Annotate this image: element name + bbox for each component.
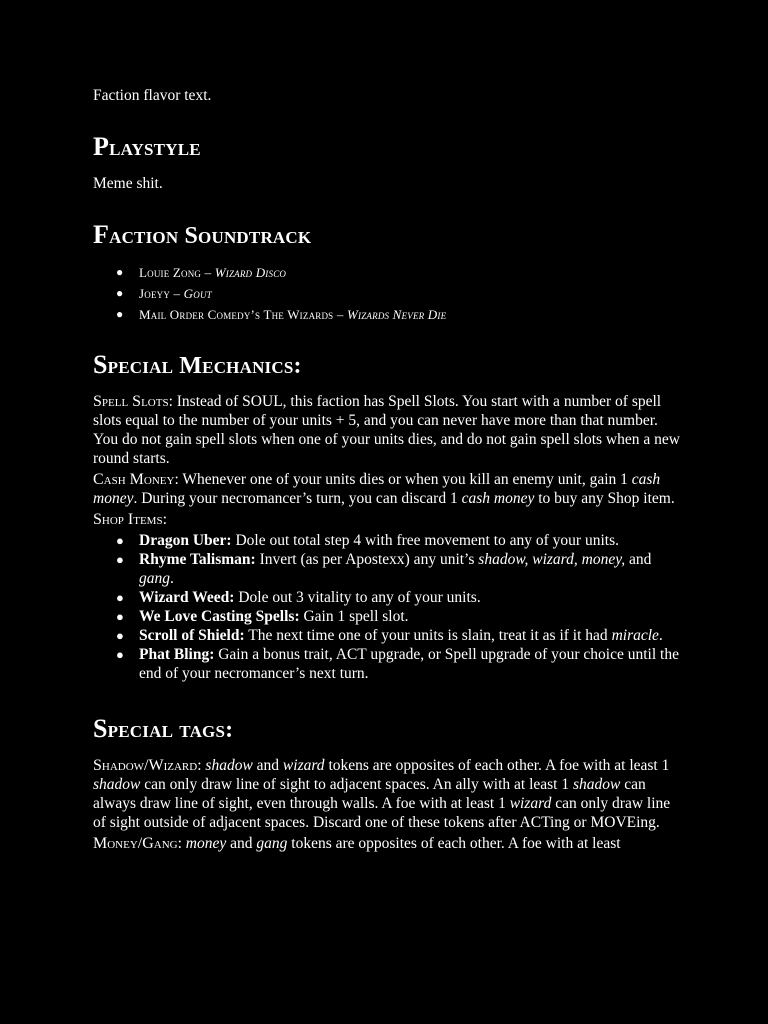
shop-item	[93, 607, 683, 626]
bullet-icon: ●	[116, 609, 124, 624]
tag-term: money	[185, 835, 227, 852]
tag-text: and	[226, 835, 257, 852]
shop-items-label-text: Shop Items:	[93, 511, 168, 528]
soundtrack-item	[93, 304, 683, 325]
tag-term: gang	[256, 835, 288, 852]
soundtrack-separator: –	[333, 307, 347, 322]
mechanics-heading: Special Mechanics:	[93, 350, 302, 379]
soundtrack-title: Wizard Disco	[214, 265, 287, 280]
shop-item-text: Invert (as per Apostexx) any unit’s	[255, 551, 479, 568]
tag-text: can always draw line of sight, even through walls. A foe with at least 1	[93, 776, 646, 812]
soundtrack-artist: Louie Zong	[139, 265, 202, 280]
shop-item	[93, 626, 683, 645]
shop-item-term: gang	[139, 570, 170, 587]
soundtrack-artist: Joeyy	[139, 286, 171, 301]
spell-slots-label: Spell Slots	[93, 393, 169, 410]
playstyle-heading: Playstyle	[93, 132, 201, 161]
shop-item-text: .	[658, 627, 663, 644]
cash-money-label: Cash Money	[93, 471, 175, 488]
bullet-icon: ●	[116, 533, 124, 548]
soundtrack-list	[93, 262, 683, 325]
special-tags-heading: Special tags:	[93, 714, 234, 743]
money-gang-label: Money/Gang	[93, 835, 178, 852]
bullet-icon: ●	[116, 628, 124, 643]
tag-text: and	[252, 757, 283, 774]
tag-term: wizard	[282, 757, 325, 774]
spell-slots-paragraph	[93, 392, 683, 468]
soundtrack-separator: –	[170, 286, 184, 301]
shadow-wizard-paragraph	[93, 756, 683, 832]
cash-money-term: cash money	[461, 490, 535, 507]
cash-money-term: cash money	[93, 471, 661, 507]
tag-text: :	[197, 757, 206, 774]
document-page	[93, 86, 683, 855]
shop-item-term: miracle	[611, 627, 659, 644]
shop-item-name: Wizard Weed:	[139, 589, 235, 606]
bullet-icon: ●	[116, 590, 124, 605]
shop-item	[93, 645, 683, 683]
soundtrack-title: Gout	[183, 286, 212, 301]
shop-item	[93, 531, 683, 550]
shop-item-name: Rhyme Talisman:	[139, 551, 256, 568]
bullet-icon: ●	[116, 647, 124, 662]
shop-item-text: Dole out 3 vitality to any of your units.	[234, 589, 481, 606]
soundtrack-separator: –	[201, 265, 215, 280]
shop-item-term: shadow, wizard, money,	[478, 551, 626, 568]
cash-money-text-3: to buy any Shop item.	[534, 490, 675, 507]
bullet-icon: ●	[116, 307, 124, 321]
tag-term: wizard	[509, 795, 552, 812]
bullet-icon: ●	[116, 552, 124, 567]
cash-money-text-1: : Whenever one of your units dies or when you kill an enemy unit, gain 1	[174, 471, 632, 488]
cash-money-text-2: . During your necromancer’s turn, you can discard 1	[133, 490, 462, 507]
shop-item-text: .	[170, 570, 174, 587]
shop-item-name: Dragon Uber:	[139, 532, 232, 549]
bullet-icon: ●	[116, 286, 124, 300]
tag-text: :	[177, 835, 186, 852]
shop-items-list	[93, 531, 683, 683]
tag-text: tokens are opposites of each other. A foe with at least	[287, 835, 621, 852]
shop-item-text: and	[625, 551, 652, 568]
soundtrack-heading: Faction Soundtrack	[93, 220, 312, 249]
money-gang-paragraph	[93, 834, 683, 853]
tag-term: shadow	[205, 757, 253, 774]
shop-item-name: Scroll of Shield:	[139, 627, 245, 644]
shop-items-label	[93, 510, 683, 529]
tag-term: shadow	[572, 776, 621, 793]
cash-money-paragraph	[93, 470, 683, 508]
spell-slots-text: : Instead of SOUL, this faction has Spell Slots. You start with a number of spell slots equal to the number of your units + 5, and you can never have more than that number. You do not gain spell slots when one of your units dies, and do not gain spell slots when a new round starts.	[93, 393, 680, 467]
shop-item	[93, 550, 683, 588]
soundtrack-artist: Mail Order Comedy’s The Wizards	[139, 307, 334, 322]
shop-item-name: We Love Casting Spells:	[139, 608, 300, 625]
shop-item	[93, 588, 683, 607]
shop-item-name: Phat Bling:	[139, 646, 215, 663]
shop-item-text: The next time one of your units is slain, treat it as if it had	[244, 627, 612, 644]
tag-text: can only draw line of sight to adjacent spaces. An ally with at least 1	[140, 776, 573, 793]
shop-item-text: Gain a bonus trait, ACT upgrade, or Spell upgrade of your choice until the end of your necromancer’s next turn.	[139, 646, 679, 682]
soundtrack-item	[93, 283, 683, 304]
shop-item-text: Dole out total step 4 with free movement to any of your units.	[231, 532, 619, 549]
shop-item-text: Gain 1 spell slot.	[299, 608, 409, 625]
soundtrack-title: Wizards Never Die	[347, 307, 447, 322]
tag-term: shadow	[93, 776, 141, 793]
flavor-text: Faction flavor text.	[93, 87, 212, 104]
tag-text: can only draw line of sight outside of adjacent spaces. Discard one of these tokens after ACTing or MOVEing.	[93, 795, 671, 831]
shadow-wizard-label: Shadow/Wizard	[93, 757, 198, 774]
tag-text: tokens are opposites of each other. A foe with at least 1	[324, 757, 670, 774]
soundtrack-item	[93, 262, 683, 283]
bullet-icon: ●	[116, 265, 124, 279]
playstyle-text: Meme shit.	[93, 175, 163, 192]
